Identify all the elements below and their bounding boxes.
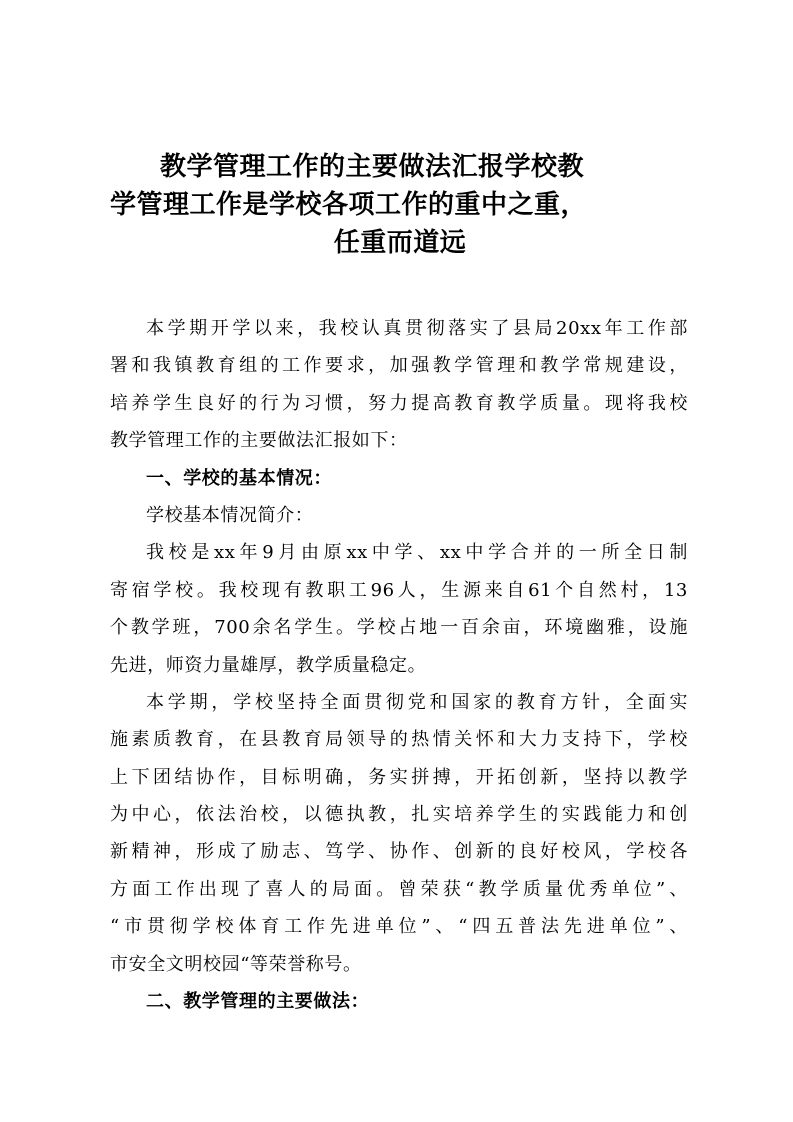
text-line: 市安全文明校园“等荣誉称号。 [110, 953, 362, 975]
text-line: 寄宿学校。我校现有教职工96人，生源来自61个自然村，13 [110, 579, 688, 601]
paragraph-semester [110, 684, 688, 983]
text-line: 先进，师资力量雄厚，教学质量稳定。 [110, 654, 427, 676]
text-line: “市贯彻学校体育工作先进单位”、“四五普法先进单位”、 [110, 916, 688, 938]
section-heading-1 [110, 460, 688, 497]
text-line: 署和我镇教育组的工作要求，加强教学管理和教学常规建设， [110, 355, 688, 377]
document-body [110, 310, 688, 1020]
text-line: 上下团结协作，目标明确，务实拼搏，开拓创新，坚持以教学 [110, 766, 688, 788]
title-line: 学管理工作是学校各项工作的重中之重， [110, 190, 588, 220]
text-line: 新精神，形成了励志、笃学、协作、创新的良好校风，学校各 [110, 841, 688, 863]
heading-text: 二、教学管理的主要做法： [146, 991, 370, 1013]
heading-text: 一、学校的基本情况： [146, 467, 332, 489]
text-line: 施素质教育，在县教育局领导的热情关怀和大力支持下，学校 [110, 729, 688, 751]
text-line: 教学管理工作的主要做法汇报如下： [110, 430, 408, 452]
text-line: 方面工作出现了喜人的局面。曾荣获“教学质量优秀单位”、 [110, 878, 688, 900]
paragraph-school-info [110, 534, 688, 684]
text-line: 本学期开学以来，我校认真贯彻落实了县局20xx年工作部 [146, 318, 688, 339]
text-line: 为中心，依法治校，以德执教，扎实培养学生的实践能力和创 [110, 804, 688, 826]
text-line: 培养学生良好的行为习惯，努力提高教育教学质量。现将我校 [110, 392, 688, 414]
text-line: 我校是xx年9月由原xx中学、xx中学合并的一所全日制 [146, 542, 688, 564]
title-line: 任重而道远 [333, 228, 467, 258]
document-title [110, 148, 690, 262]
paragraph-intro [110, 310, 688, 460]
paragraph-subheading [110, 497, 688, 534]
text-line: 学校基本情况简介： [146, 504, 314, 526]
text-line: 个教学班，700余名学生。学校占地一百余亩，环境幽雅，设施 [110, 617, 688, 639]
text-line: 本学期，学校坚持全面贯彻党和国家的教育方针，全面实 [146, 691, 688, 713]
title-line: 教学管理工作的主要做法汇报学校教 [160, 152, 585, 182]
section-heading-2 [110, 983, 688, 1020]
